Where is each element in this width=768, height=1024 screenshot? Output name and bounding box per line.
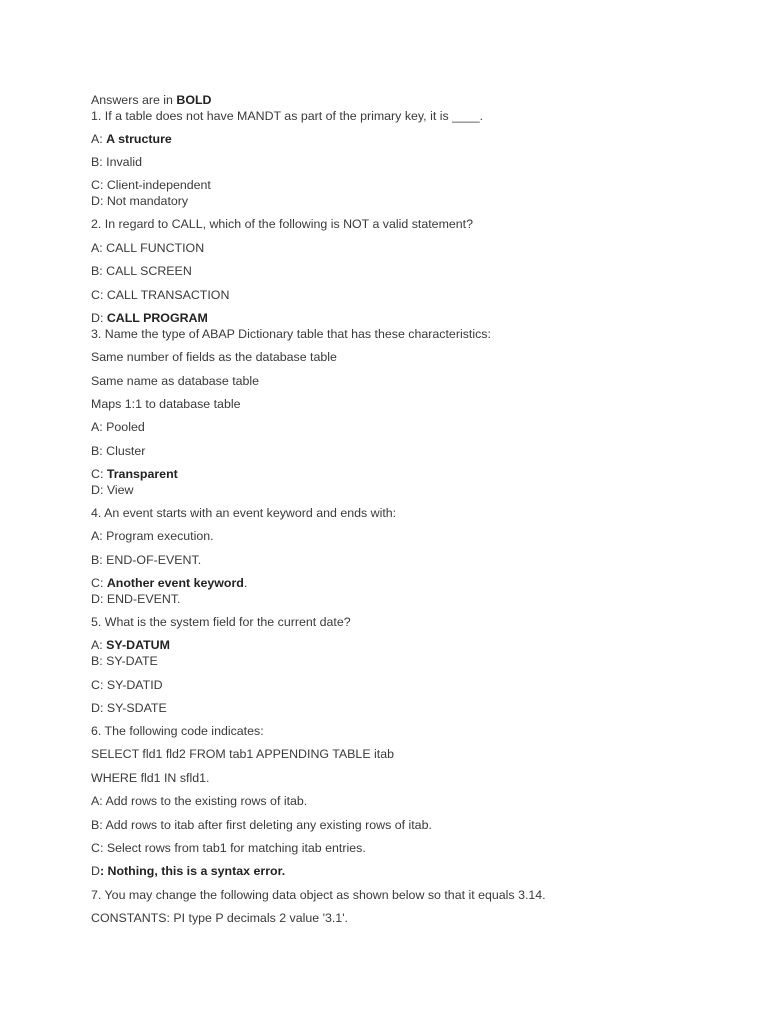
question-line: 3. Name the type of ABAP Dictionary table that has these characteristics: — [91, 327, 491, 341]
question-line: 5. What is the system field for the current date? — [91, 615, 351, 629]
answer-line: A: Program execution. — [91, 529, 214, 543]
answer-line: C: Select rows from tab1 for matching itab entries. — [91, 841, 366, 855]
text-line: Maps 1:1 to database table — [91, 397, 241, 411]
answer-line: D: SY-SDATE — [91, 701, 167, 715]
answer-line: B: Invalid — [91, 155, 142, 169]
code-line: SELECT fld1 fld2 FROM tab1 APPENDING TABLE itab — [91, 747, 395, 761]
answer-line: A: Pooled — [91, 420, 145, 434]
answer-line: B: Cluster — [91, 444, 146, 458]
answer-line: A: CALL FUNCTION — [91, 241, 205, 255]
answer-line: C: Another event keyword. — [91, 576, 248, 590]
question-line: 4. An event starts with an event keyword and ends with: — [91, 506, 397, 520]
answer-line: D: View — [91, 483, 134, 497]
answer-line: D: END-EVENT. — [91, 592, 181, 606]
answer-line: C: SY-DATID — [91, 678, 163, 692]
question-line: 6. The following code indicates: — [91, 724, 264, 738]
code-line: CONSTANTS: PI type P decimals 2 value '3.1'. — [91, 911, 349, 925]
code-line: WHERE fld1 IN sfld1. — [91, 771, 210, 785]
text-line: Answers are in BOLD — [91, 93, 212, 107]
answer-line: B: SY-DATE — [91, 654, 158, 668]
answer-line: A: SY-DATUM — [91, 638, 170, 652]
answer-line: C: CALL TRANSACTION — [91, 288, 230, 302]
text-line: Same name as database table — [91, 374, 260, 388]
answer-line: D: CALL PROGRAM — [91, 311, 208, 325]
answer-line: A: Add rows to the existing rows of itab. — [91, 794, 308, 808]
answer-line: B: CALL SCREEN — [91, 264, 192, 278]
answer-line: C: Transparent — [91, 467, 178, 481]
answer-line: B: END-OF-EVENT. — [91, 553, 202, 567]
answer-line: A: A structure — [91, 132, 172, 146]
answer-line: D: Not mandatory — [91, 194, 189, 208]
text-line: Same number of fields as the database table — [91, 350, 337, 364]
answer-line: B: Add rows to itab after first deleting any existing rows of itab. — [91, 818, 432, 832]
question-line: 7. You may change the following data object as shown below so that it equals 3.14. — [91, 888, 546, 902]
question-line: 2. In regard to CALL, which of the following is NOT a valid statement? — [91, 217, 474, 231]
answer-line: C: Client-independent — [91, 178, 211, 192]
answer-line: D: Nothing, this is a syntax error. — [91, 864, 286, 878]
question-line: 1. If a table does not have MANDT as part of the primary key, it is ____. — [91, 109, 484, 123]
